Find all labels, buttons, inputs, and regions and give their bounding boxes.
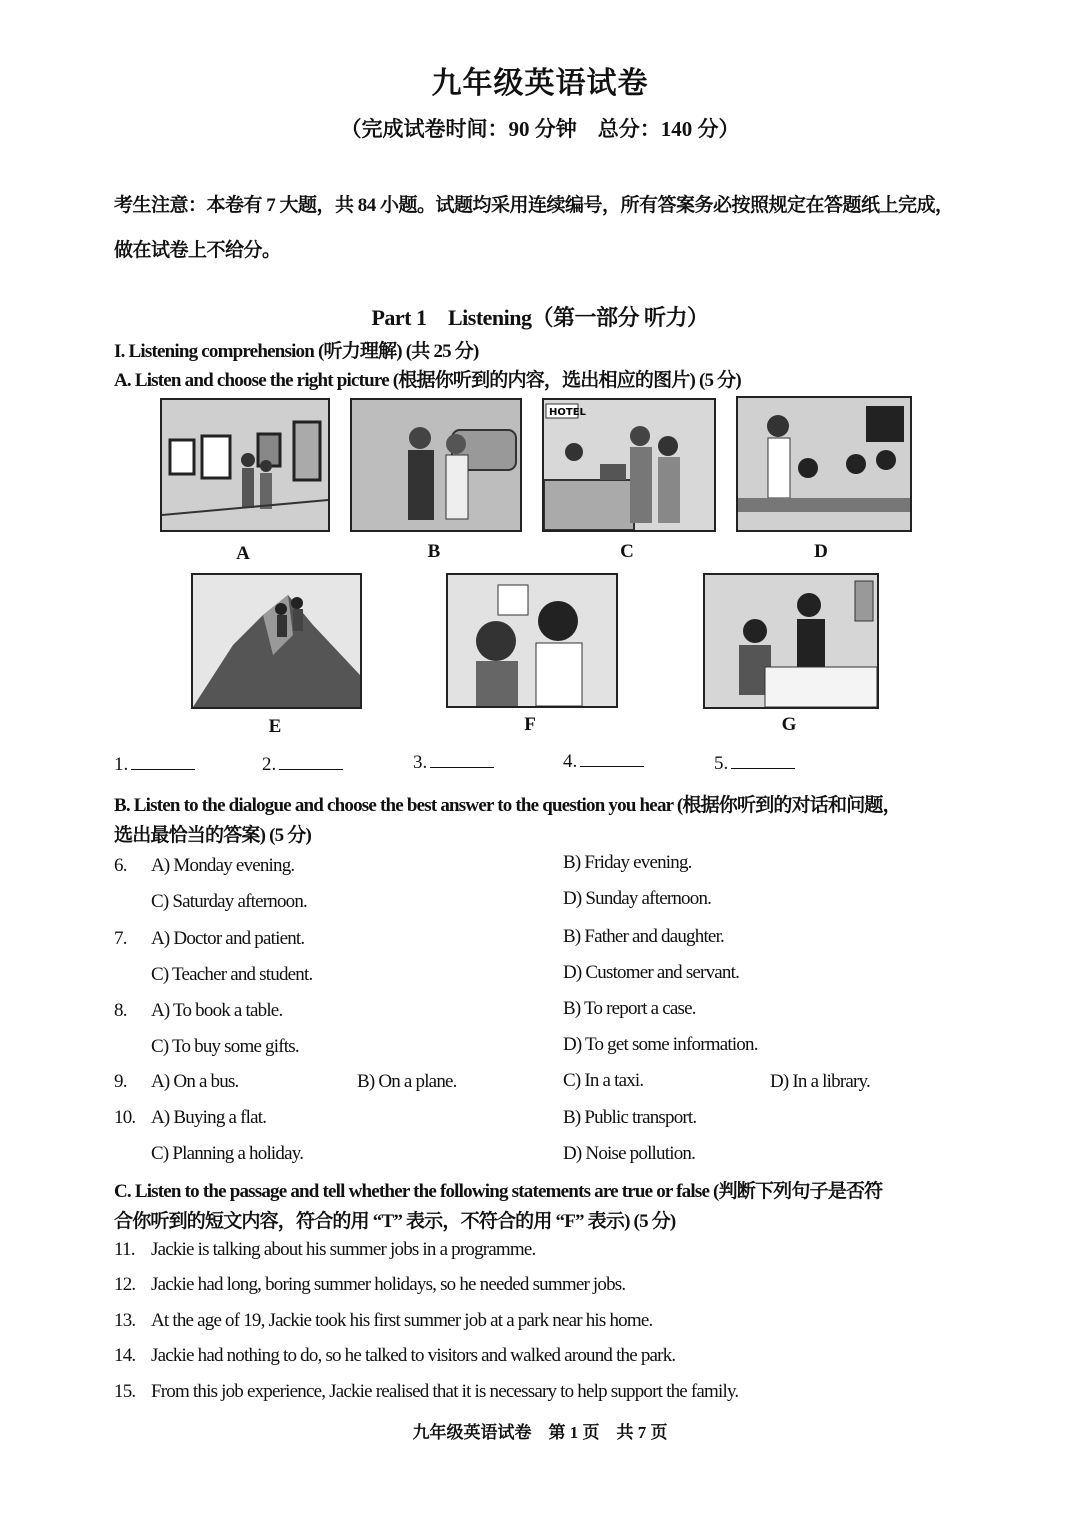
statement-text: From this job experience, Jackie realised that it is necessary to help support the family. [151,1381,739,1402]
picture-label-c: C [620,541,634,562]
picture-a-gallery [160,398,330,532]
blank-number: 2. [262,754,277,775]
picture-label-a: A [236,543,250,564]
blank-line [430,753,494,768]
section-a-heading: A. Listen and choose the right picture (根据你听到的内容，选出相应的图片) (5 分) [114,370,741,391]
option-b: B) Friday evening. [563,852,692,873]
option-c: C) Saturday afternoon. [151,891,307,912]
answer-blank-3[interactable] [413,752,494,774]
exam-subtitle: （完成试卷时间：90 分钟 总分：140 分） [340,117,740,141]
option-d: D) Sunday afternoon. [563,888,712,909]
answer-blank-4[interactable] [563,751,644,773]
option-d: D) Noise pollution. [563,1143,696,1164]
picture-label-d: D [814,541,828,562]
part-heading: Part 1 Listening（第一部分 听力） [371,305,709,330]
option-c: C) Planning a holiday. [151,1143,304,1164]
answer-blank-5[interactable] [714,753,795,775]
statement-number: 12. [114,1274,136,1295]
option-b: B) Father and daughter. [563,926,724,947]
statement-number: 13. [114,1310,136,1331]
question-number: 6. [114,855,127,876]
option-b: B) On a plane. [357,1071,457,1092]
statement-number: 15. [114,1381,136,1402]
notice-line-1: 考生注意：本卷有 7 大题，共 84 小题。试题均采用连续编号，所有答案务必按照规定在答题纸上完成， [114,195,954,216]
picture-label-f: F [524,714,536,735]
svg-text:HOTEL: HOTEL [549,407,586,418]
option-a: A) Monday evening. [151,855,295,876]
blank-number: 5. [714,753,729,774]
blank-number: 1. [114,754,129,775]
question-number: 7. [114,928,127,949]
statement-number: 11. [114,1239,135,1260]
option-d: D) Customer and servant. [563,962,740,983]
picture-e-mountain [191,573,362,709]
section-b-heading-1: B. Listen to the dialogue and choose the best answer to the question you hear (根据你听到的对话和问题， [114,795,901,816]
option-a: A) Doctor and patient. [151,928,305,949]
blank-line [731,754,795,769]
page-footer: 九年级英语试卷 第 1 页 共 7 页 [412,1423,668,1442]
section-b-heading-2: 选出最恰当的答案) (5 分) [114,825,311,846]
option-a: A) To book a table. [151,1000,283,1021]
statement-text: Jackie is talking about his summer jobs in a programme. [151,1239,536,1260]
picture-label-e: E [268,716,282,737]
question-number: 10. [114,1107,136,1128]
picture-d-lab [736,396,912,532]
picture-label-b: B [427,541,441,562]
option-a: A) On a bus. [151,1071,239,1092]
option-c: C) Teacher and student. [151,964,313,985]
section-c-heading-1: C. Listen to the passage and tell whether the following statements are true or false (判断下列句子是否符 [114,1181,883,1202]
question-number: 9. [114,1071,127,1092]
blank-number: 3. [413,752,428,773]
option-d: D) In a library. [770,1071,870,1092]
blank-line [279,755,343,770]
option-c: C) To buy some gifts. [151,1036,299,1057]
section-i-heading: I. Listening comprehension (听力理解) (共 25 分) [114,341,479,362]
statement-text: Jackie had long, boring summer holidays, so he needed summer jobs. [151,1274,626,1295]
notice-line-2: 做在试卷上不给分。 [114,240,281,261]
answer-blank-1[interactable] [114,754,195,776]
statement-text: Jackie had nothing to do, so he talked to visitors and walked around the park. [151,1345,676,1366]
statement-number: 14. [114,1345,136,1366]
option-c: C) In a taxi. [563,1070,644,1091]
option-b: B) To report a case. [563,998,696,1019]
option-d: D) To get some information. [563,1034,758,1055]
section-c-heading-2: 合你听到的短文内容，符合的用 “T” 表示，不符合的用 “F” 表示) (5 分) [114,1211,676,1232]
picture-g-restaurant [703,573,879,709]
blank-line [580,752,644,767]
blank-number: 4. [563,751,578,772]
picture-f-doctor [446,573,618,708]
statement-text: At the age of 19, Jackie took his first summer job at a park near his home. [151,1310,653,1331]
option-b: B) Public transport. [563,1107,697,1128]
exam-title: 九年级英语试卷 [431,67,649,100]
option-a: A) Buying a flat. [151,1107,267,1128]
question-number: 8. [114,1000,127,1021]
picture-b-police [350,398,522,532]
answer-blank-2[interactable] [262,754,343,776]
blank-line [131,755,195,770]
picture-label-g: G [781,714,797,735]
picture-c-hotel [542,398,716,532]
